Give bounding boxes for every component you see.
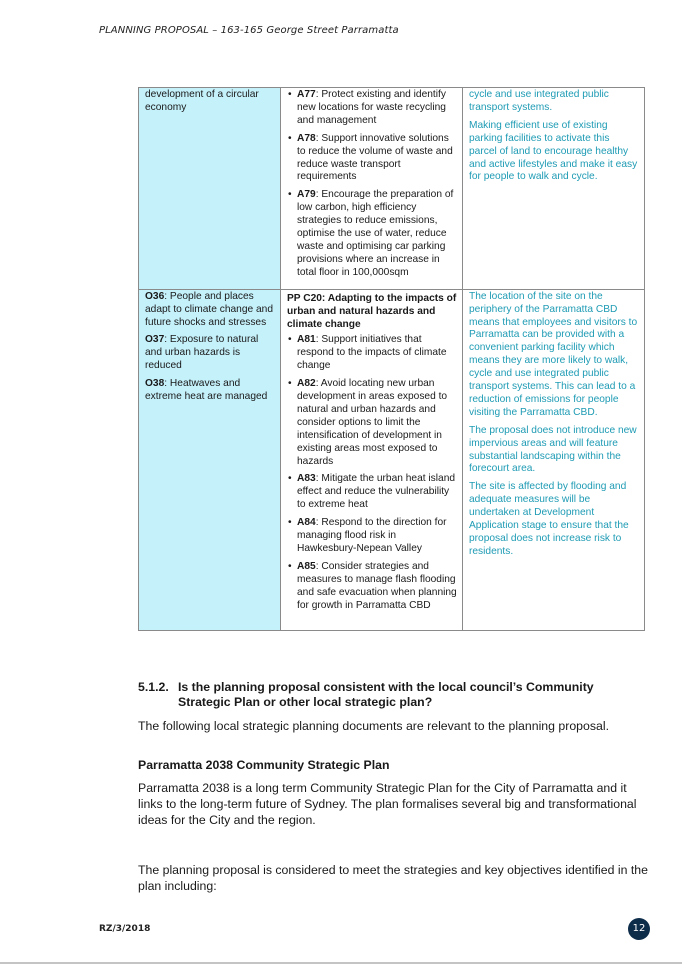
actions-cell <box>281 289 463 630</box>
objective-text: development of a circular economy <box>145 89 259 113</box>
response-paragraph: The proposal does not introduce new impervious areas and will feature substantial landscaping within the forecourt area. <box>469 424 637 475</box>
objective-item: O38: Heatwaves and extreme heat are managed <box>145 378 268 403</box>
action-item: • A84: Respond to the direction for managing flood risk in Hawkesbury-Nepean Valley <box>287 517 457 556</box>
response-paragraph: The site is affected by flooding and adequate measures will be undertaken at Development Application stage to ensure that the proposal does not increase risk to residents. <box>469 481 629 557</box>
document-header-title: PLANNING PROPOSAL – 163-165 George Street Parramatta <box>99 25 399 36</box>
objectives-cell <box>139 289 281 630</box>
body-paragraph: The planning proposal is considered to meet the strategies and key objectives identified in the plan including: <box>138 863 648 893</box>
objectives-cell <box>139 88 281 290</box>
table-row <box>139 88 645 290</box>
action-item: • A78: Support innovative solutions to reduce the volume of waste and reduce waste transport requirements <box>287 133 457 185</box>
action-item: • A77: Protect existing and identify new locations for waste recycling and management <box>287 89 457 128</box>
table-row <box>139 289 645 630</box>
action-item: • A79: Encourage the preparation of low carbon, high efficiency strategies to reduce emissions, optimise the use of water, reduce waste and optimising car parking provisions where an increase in total floor in 100,000sqm <box>287 189 457 279</box>
action-item: • A81: Support initiatives that respond to the impacts of climate change <box>287 334 457 373</box>
action-item: • A83: Mitigate the urban heat island effect and reduce the vulnerability to extreme heat <box>287 473 457 512</box>
page-number-badge: 12 <box>628 918 650 940</box>
section-title: Is the planning proposal consistent with the local council’s Community Strategic Plan or other local strategic plan? <box>178 680 594 709</box>
strategy-comparison-table <box>138 87 645 631</box>
page-bottom-divider <box>0 962 682 964</box>
action-item: • A82: Avoid locating new urban development in areas exposed to natural and urban hazards and consider options to limit the intensification of development in existing areas most exposed to hazards <box>287 378 457 468</box>
action-item: • A85: Consider strategies and measures to manage flash flooding and safe evacuation when planning for growth in Parramatta CBD <box>287 561 457 613</box>
planning-priority-title: PP C20: Adapting to the impacts of urban and natural hazards and climate change <box>287 292 457 330</box>
response-paragraph: cycle and use integrated public transport systems. <box>469 89 609 113</box>
subheading: Parramatta 2038 Community Strategic Plan <box>138 758 390 772</box>
body-paragraph: Parramatta 2038 is a long term Community Strategic Plan for the City of Parramatta and it links to the long-term future of Sydney. The plan formalises several big and transformational ideas for the City and the region. <box>138 781 637 827</box>
response-paragraph: Making efficient use of existing parking facilities to activate this parcel of land to encourage healthy and active lifestyles and make it easy for people to walk and cycle. <box>469 119 638 183</box>
section-number: 5.1.2. <box>138 680 169 694</box>
objective-item: O37: Exposure to natural and urban hazards is reduced <box>145 334 259 372</box>
actions-list <box>287 89 457 280</box>
response-paragraph: The location of the site on the periphery of the Parramatta CBD means that employees and visitors to Parramatta can be provided with a convenient parking facility which means they are more likely to walk, cycle and use integrated public transport systems. This can lead to a reduction of emissions for people visiting the Parramatta CBD. <box>469 290 638 418</box>
response-cell <box>463 88 645 290</box>
footer-reference: RZ/3/2018 <box>99 924 151 934</box>
section-heading <box>138 680 638 710</box>
actions-cell <box>281 88 463 290</box>
response-cell <box>463 289 645 630</box>
section-intro: The following local strategic planning documents are relevant to the planning proposal. <box>138 719 609 733</box>
objective-item: O36: People and places adapt to climate change and future shocks and stresses <box>145 290 274 328</box>
actions-list <box>287 334 457 612</box>
